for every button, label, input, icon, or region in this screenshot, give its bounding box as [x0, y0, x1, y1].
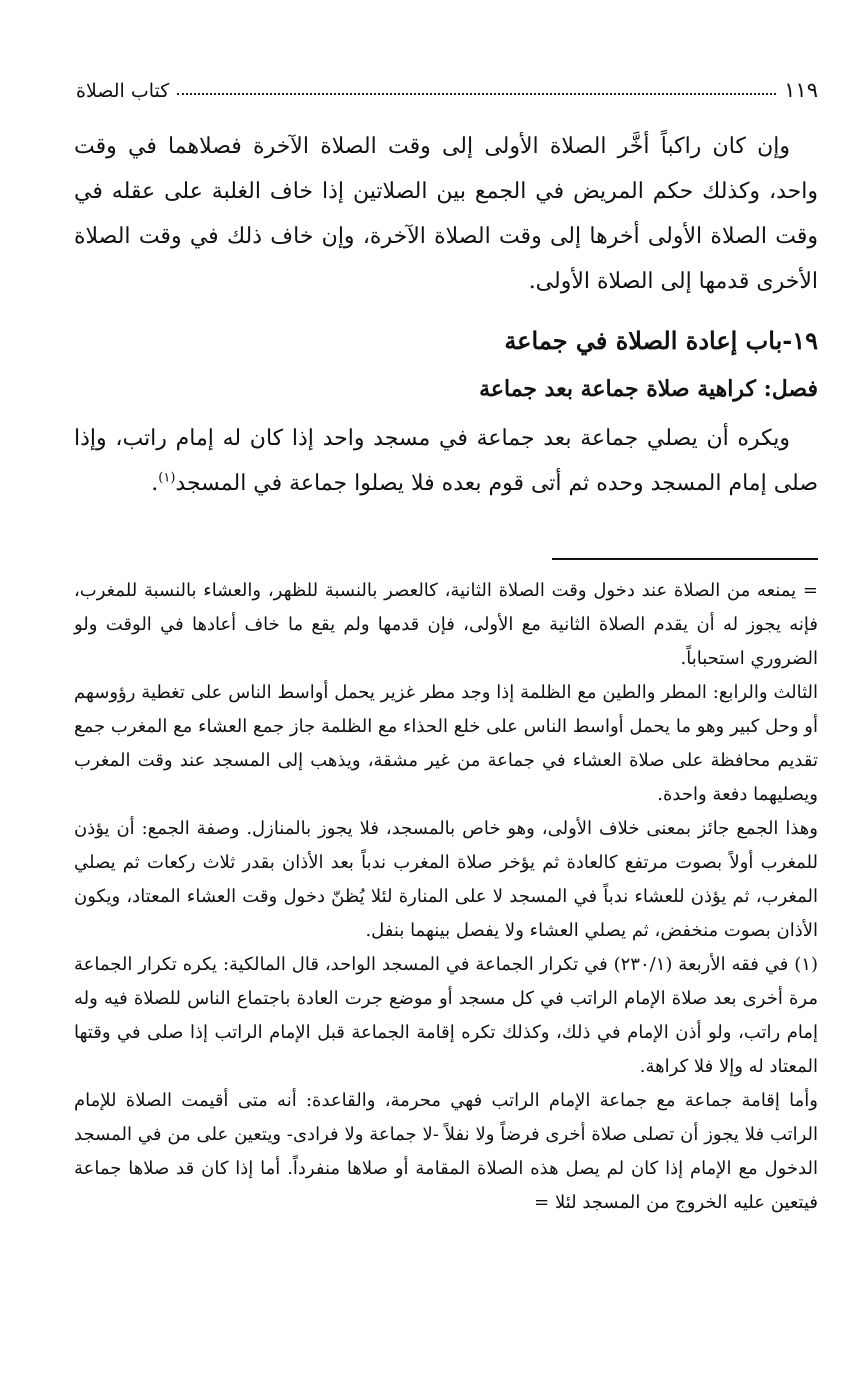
footnote-paragraph: وهذا الجمع جائز بمعنى خلاف الأولى، وهو خاص بالمسجد، فلا يجوز بالمنازل. وصفة الجمع: أن يؤذن للمغرب أولاً بصوت مرتفع كالعادة ثم يؤخر صلاة المغرب ندباً بعد الأذان بقدر ثلاث ركعات ثم يصلي المغرب، ثم يؤذن للعشاء ندباً في المسجد لا على المنارة لئلا يُظنّ دخول وقت العشاء المعتاد، ويكون الأذان بصوت منخفض، ثم يصلي العشاء ولا يفصل بينهما بنفل. [74, 818, 818, 941]
page-number: ١١٩ [784, 78, 818, 102]
paragraph-end-punctuation: . [151, 471, 159, 496]
body-paragraph [74, 416, 818, 506]
footnote-separator [552, 558, 818, 560]
book-title: كتاب الصلاة [76, 80, 170, 102]
footnote-paragraph: وأما إقامة جماعة مع جماعة الإمام الراتب فهي محرمة، والقاعدة: أنه متى أقيمت الصلاة للإمام الراتب فلا يجوز أن تصلى صلاة أخرى فرضاً ولا نفلاً -لا جماعة ولا فرادى- ويتعين على من في المسجد الدخول مع الإمام إذا كان لم يصل هذه الصلاة المقامة أو صلاها منفرداً. أما إذا كان قد صلاها جماعة فيتعين عليه الخروج من المسجد لئلا = [74, 1090, 818, 1213]
body-paragraph: وإن كان راكباً أخَّر الصلاة الأولى إلى وقت الصلاة الآخرة فصلاهما في وقت واحد، وكذلك حكم المريض في الجمع بين الصلاتين إذا خاف الغلبة على عقله في وقت الصلاة الأولى أخرها إلى وقت الصلاة الآخرة، وإن خاف ذلك في وقت الصلاة الأخرى قدمها إلى الصلاة الأولى. [74, 134, 818, 294]
chapter-heading: ١٩-باب إعادة الصلاة في جماعة [504, 326, 818, 355]
footnote-paragraph: الثالث والرابع: المطر والطين مع الظلمة إذا وجد مطر غزير يحمل أواسط الناس على تغطية رؤوسهم أو وحل كبير وهو ما يحمل أواسط الناس على خلع الحذاء مع الظلمة جاز جمع العشاء مع المغرب جمع تقديم محافظة على صلاة العشاء في جماعة من غير مشقة، ويذهب إلى المسجد عند وقت المغرب ويصليهما دفعة واحدة. [74, 682, 818, 805]
main-text [74, 124, 818, 506]
section-heading: فصل: كراهية صلاة جماعة بعد جماعة [479, 376, 818, 402]
footnote-paragraph: (١) في فقه الأربعة (٢٣٠/١) في تكرار الجماعة في المسجد الواحد، قال المالكية: يكره تكرار الجماعة مرة أخرى بعد صلاة الإمام الراتب في كل مسجد أو موضع جرت العادة باجتماع الناس للصلاة فيه وله إمام راتب، ولو أذن الإمام في ذلك، وكذلك تكره إقامة الجماعة قبل الإمام الراتب إذا صلى في وقتها المعتاد له وإلا فلا كراهة. [74, 954, 818, 1077]
header-dot-leader [177, 93, 776, 95]
footnotes [74, 574, 818, 1220]
footnote-reference[interactable]: (١) [158, 470, 176, 486]
footnote-paragraph: = يمنعه من الصلاة عند دخول وقت الصلاة الثانية، كالعصر بالنسبة للظهر، والعشاء بالنسبة للمغرب، فإنه يجوز له أن يقدم الصلاة الثانية مع الأولى، فإن قدمها ولم يقع ما خاف أعادها في الوقت ولو الضروري استحباباً. [74, 580, 818, 669]
body-paragraph-text: ويكره أن يصلي جماعة بعد جماعة في مسجد واحد إذا كان له إمام راتب، وإذا صلى إمام المسجد وحده ثم أتى قوم بعده فلا يصلوا جماعة في المسجد [74, 426, 818, 496]
running-header [76, 66, 818, 102]
